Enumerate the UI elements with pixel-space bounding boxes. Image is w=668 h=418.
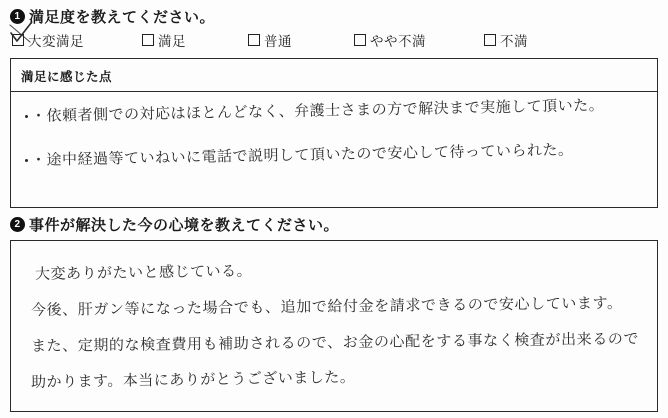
satisfaction-choice-group[interactable]	[12, 30, 656, 50]
handwriting-layer-2	[11, 241, 657, 411]
choice-satisfied[interactable]	[142, 30, 186, 50]
answer-box-satisfaction-points[interactable]	[10, 58, 658, 208]
handwritten-line: 大変ありがたいと感じている。	[34, 261, 253, 283]
question-1-heading	[10, 6, 658, 27]
divider	[11, 91, 657, 92]
question-number-badge: 1	[10, 9, 25, 24]
choice-label: 不満	[500, 34, 528, 49]
choice-label: 満足	[158, 34, 186, 49]
choice-very-satisfied[interactable]	[12, 30, 84, 50]
handwritten-line: 今後、肝ガン等になった場合でも、追加で給付金を請求できるので安心しています。	[30, 293, 623, 319]
question-number-badge: 2	[10, 217, 25, 232]
handwritten-bullet	[25, 115, 28, 118]
answer-box-title: 満足に感じた点	[21, 70, 113, 84]
checkbox-icon[interactable]	[12, 34, 24, 46]
checkbox-icon[interactable]	[142, 34, 154, 46]
question-1-line	[10, 6, 658, 27]
question-1-text: 満足度を教えてください。	[29, 9, 216, 26]
choice-label: やや不満	[370, 34, 426, 49]
choice-label: 普通	[264, 34, 292, 49]
handwritten-line: また、定期的な検査費用も補助されるので、お金の心配をする事なく検査が出来るので	[30, 329, 640, 355]
question-2-line	[10, 214, 658, 235]
question-2-text: 事件が解決した今の心境を教えてください。	[29, 217, 340, 234]
choice-label: 大変満足	[28, 34, 84, 49]
answer-box-current-feelings[interactable]	[10, 240, 658, 412]
checkbox-icon[interactable]	[354, 34, 366, 46]
checkbox-icon[interactable]	[248, 34, 260, 46]
choice-neutral[interactable]	[248, 30, 292, 50]
question-2-heading	[10, 214, 658, 235]
checkbox-icon[interactable]	[484, 34, 496, 46]
handwritten-line: ・依頼者側での対応はほとんどなく、弁護士さまの方で解決まで実施して頂いた。	[30, 95, 605, 125]
choice-somewhat-dissatisfied[interactable]	[354, 30, 426, 50]
handwritten-bullet	[25, 159, 28, 162]
handwritten-line: 助かります。本当にありがとうございました。	[30, 367, 356, 391]
handwritten-line: ・途中経過等ていねいに電話で説明して頂いたので安心して待っていられた。	[30, 140, 574, 169]
choice-dissatisfied[interactable]	[484, 30, 528, 50]
